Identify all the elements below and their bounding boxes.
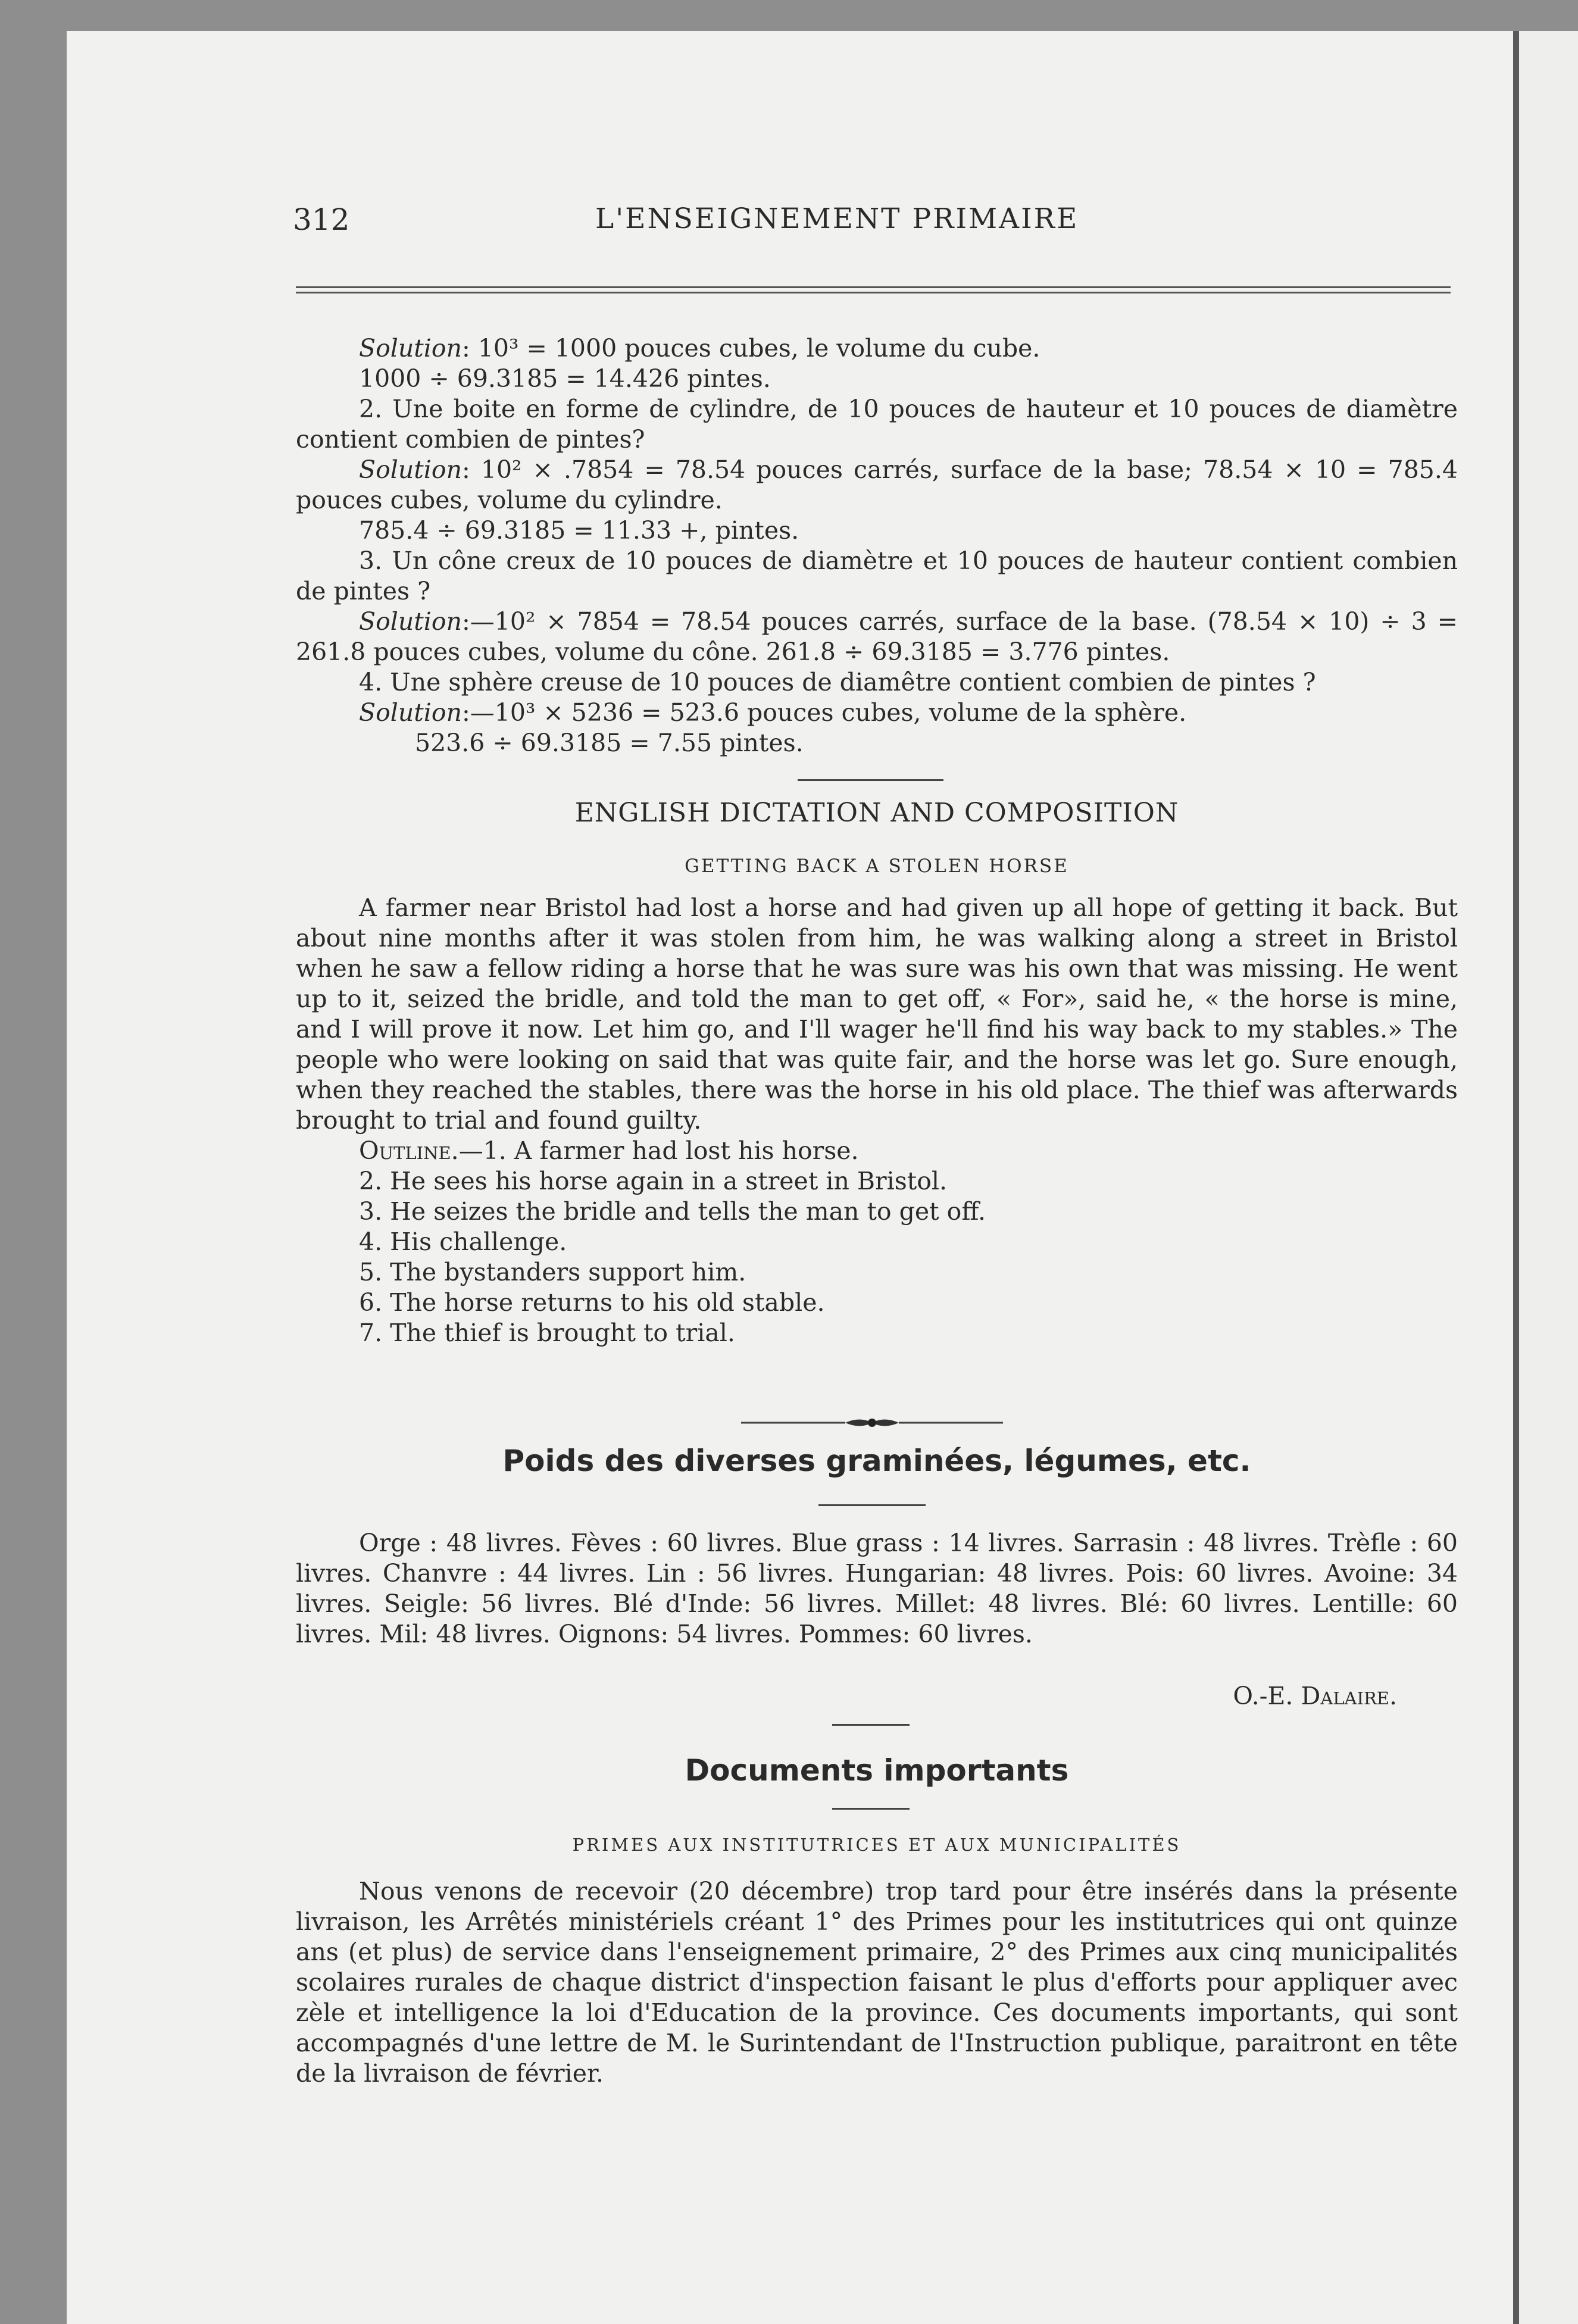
page-number: 312 [293, 202, 350, 237]
outline-item: 3. He seizes the bridle and tells the man to get off. [359, 1197, 986, 1226]
section-title-english: ENGLISH DICTATION AND COMPOSITION [574, 798, 1179, 828]
title-underline [832, 1808, 910, 1810]
solution-text: : 10³ = 1000 pouces cubes, le volume du cube. [461, 334, 1040, 363]
solution-label: Solution [359, 334, 462, 363]
solution-line: 523.6 ÷ 69.3185 = 7.55 pintes. [415, 729, 804, 757]
title-underline [818, 1504, 926, 1506]
solution-text: :—10² × 7854 = 78.54 pouces carrés, surface de la base. (78.54 × 10) ÷ 3 = 261.8 pouces cubes, volume du cône. 261.8 ÷ 69.3185 = 3.776 pintes. [296, 607, 1458, 666]
english-passage [296, 893, 1458, 1348]
header-rule-2 [296, 292, 1451, 293]
signature [296, 1682, 1397, 1710]
section-title-documents: Documents importants [685, 1753, 1069, 1788]
ornament-divider [741, 1414, 1003, 1432]
solution-label: Solution [359, 455, 462, 484]
section-title-poids: Poids des diverses graminées, légumes, etc. [502, 1444, 1251, 1478]
outline-list [296, 1136, 1458, 1348]
solution-line: 785.4 ÷ 69.3185 = 11.33 +, pintes. [359, 516, 799, 545]
outline-item: 2. He sees his horse again in a street in Bristol. [359, 1167, 948, 1195]
signature-name: Dalaire. [1301, 1682, 1397, 1710]
dictation-paragraph: A farmer near Bristol had lost a horse and had given up all hope of getting it back. But about nine months after it was stolen from him, he was walking along a street in Bristol when he saw a fellow riding a horse that he was sure was his own that was missing. He went up to it, seized the bridle, and told the man to get off, « For», said he, « the horse is mine, and I will prove it now. Let him go, and I'll wager he'll find his way back to my stables.» The people who were looking on said that was quite fair, and the horse was let go. Sure enough, when they reached the stables, there was the horse in his old place. The thief was afterwards brought to trial and found guilty. [296, 894, 1458, 1135]
solution-text: :—10³ × 5236 = 523.6 pouces cubes, volume de la sphère. [461, 698, 1187, 727]
outline-label: Outline [359, 1136, 451, 1165]
section-subtitle-english: GETTING BACK A STOLEN HORSE [685, 855, 1069, 877]
page-gutter [1513, 31, 1519, 2324]
outline-item: 6. The horse returns to his old stable. [359, 1288, 825, 1317]
section-subtitle-documents: PRIMES AUX INSTITUTRICES ET AUX MUNICIPALITÉS [572, 1835, 1182, 1855]
solution-line: 1000 ÷ 69.3185 = 14.426 pintes. [359, 364, 771, 393]
solution-label: Solution [359, 698, 462, 727]
running-head: L'ENSEIGNEMENT PRIMAIRE [595, 202, 1079, 235]
solution-text: : 10² × .7854 = 78.54 pouces carrés, surface de la base; 78.54 × 10 = 785.4 pouces cubes, volume du cylindre. [296, 455, 1458, 514]
outline-item: .—1. A farmer had lost his horse. [451, 1136, 859, 1165]
question-4: 4. Une sphère creuse de 10 pouces de diamêtre contient combien de pintes ? [359, 668, 1316, 696]
outline-item: 5. The bystanders support him. [359, 1258, 746, 1286]
question-3: 3. Un cône creux de 10 pouces de diamètre et 10 pouces de hauteur contient combien de pintes ? [296, 546, 1458, 605]
adjacent-page-edge [1519, 31, 1578, 2324]
math-solutions [296, 333, 1458, 758]
section-divider [832, 1724, 910, 1726]
outline-item: 4. His challenge. [359, 1227, 567, 1256]
signature-initials: O.-E. [1233, 1682, 1293, 1710]
section-divider [798, 779, 943, 781]
poids-passage [296, 1528, 1458, 1650]
poids-paragraph: Orge : 48 livres. Fèves : 60 livres. Blue grass : 14 livres. Sarrasin : 48 livres. Trèfle : 60 livres. Chanvre : 44 livres. Lin : 56 livres. Hungarian: 48 livres. Pois: 60 livres. Avoine: 34 livres. Seigle: 56 livres. Blé d'Inde: 56 livres. Millet: 48 livres. Blé: 60 livres. Lentille: 60 livres. Mil: 48 livres. Oignons: 54 livres. Pommes: 60 livres. [296, 1529, 1458, 1648]
question-2: 2. Une boite en forme de cylindre, de 10 pouces de hauteur et 10 pouces de diamètre contient combien de pintes? [296, 395, 1458, 454]
solution-label: Solution [359, 607, 462, 636]
header-rule [296, 286, 1451, 288]
outline-item: 7. The thief is brought to trial. [359, 1319, 735, 1347]
documents-passage [296, 1876, 1458, 2089]
documents-paragraph: Nous venons de recevoir (20 décembre) trop tard pour être insérés dans la présente livraison, les Arrêtés ministériels créant 1° des Primes pour les institutrices qui ont quinze ans (et plus) de service dans l'enseignement primaire, 2° des Primes aux cinq municipalités scolaires rurales de chaque district d'inspection faisant le plus d'efforts pour appliquer avec zèle et intelligence la loi d'Education de la province. Ces documents importants, qui sont accompagnés d'une lettre de M. le Surintendant de l'Instruction publique, paraitront en tête de la livraison de février. [296, 1877, 1458, 2088]
